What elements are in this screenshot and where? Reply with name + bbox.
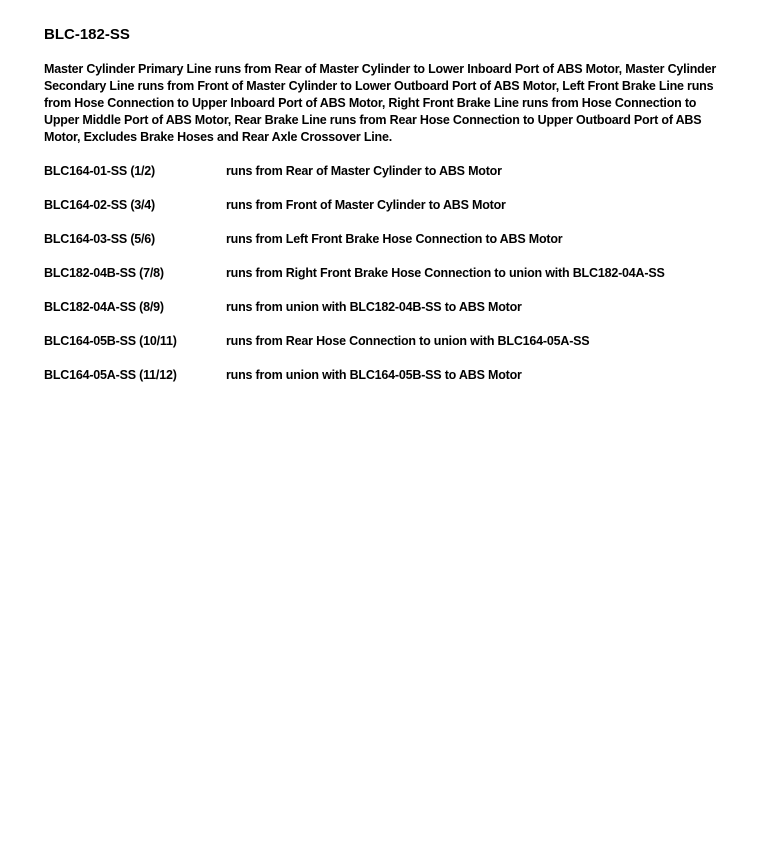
part-description: runs from union with BLC182-04B-SS to ABS Motor [226,300,522,314]
part-code: BLC182-04B-SS (7/8) [44,266,164,280]
part-description: runs from Left Front Brake Hose Connection to ABS Motor [226,232,563,246]
part-row [44,299,734,333]
part-row [44,333,734,367]
part-description: runs from Right Front Brake Hose Connection to union with BLC182-04A-SS [226,266,665,280]
part-description: runs from Rear of Master Cylinder to ABS Motor [226,164,502,178]
parts-list [44,163,734,401]
document-summary: Master Cylinder Primary Line runs from Rear of Master Cylinder to Lower Inboard Port of ABS Motor, Master Cylinder Secondary Line runs from Front of Master Cylinder to Lower Outboard Port of ABS Motor, Left Front Brake Line runs from Hose Connection to Upper Inboard Port of ABS Motor, Right Front Brake Line runs from Hose Connection to Upper Middle Port of ABS Motor, Rear Brake Line runs from Rear Hose Connection to Upper Outboard Port of ABS Motor, Excludes Brake Hoses and Rear Axle Crossover Line. [44,62,717,144]
part-row [44,367,734,401]
part-description: runs from union with BLC164-05B-SS to ABS Motor [226,368,522,382]
part-description: runs from Front of Master Cylinder to ABS Motor [226,198,506,212]
part-code: BLC182-04A-SS (8/9) [44,300,164,314]
part-row [44,197,734,231]
part-code: BLC164-01-SS (1/2) [44,164,156,178]
part-row [44,231,734,265]
document [44,26,734,401]
part-code: BLC164-05A-SS (11/12) [44,368,177,382]
document-title: BLC-182-SS [44,26,130,43]
part-code: BLC164-05B-SS (10/11) [44,334,177,348]
part-description: runs from Rear Hose Connection to union with BLC164-05A-SS [226,334,590,348]
part-row [44,265,734,299]
part-code: BLC164-03-SS (5/6) [44,232,156,246]
part-row [44,163,734,197]
part-code: BLC164-02-SS (3/4) [44,198,156,212]
